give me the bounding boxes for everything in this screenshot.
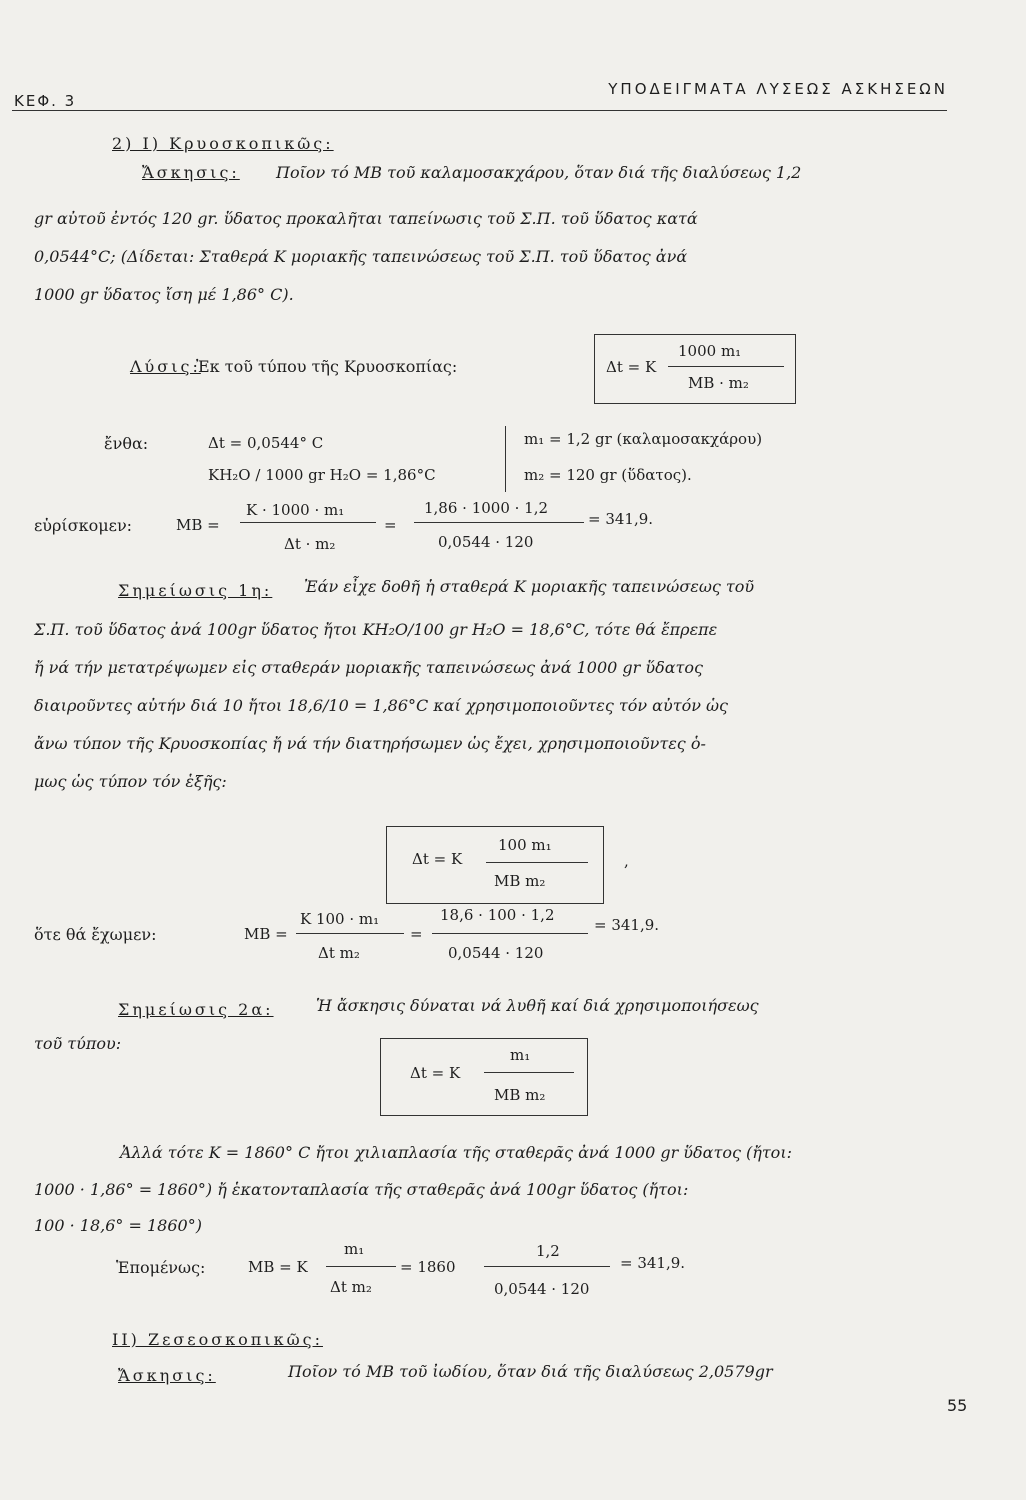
fraction-bar bbox=[414, 522, 584, 523]
running-title: ΥΠΟΔΕΙΓΜΑΤΑ ΛΥΣΕΩΣ ΑΣΚΗΣΕΩΝ bbox=[608, 80, 948, 98]
given-value: KH₂O / 1000 gr H₂O = 1,86°C bbox=[208, 466, 436, 484]
calc-denominator: 0,0544 · 120 bbox=[494, 1280, 590, 1298]
exercise-line: Ποῖον τό ΜΒ τοῦ ἰωδίου, ὅταν διά τῆς διαλύσεως 2,0579gr bbox=[288, 1362, 773, 1381]
fraction-bar bbox=[326, 1266, 396, 1267]
formula-lhs: Δt = K bbox=[606, 358, 657, 376]
fraction-bar bbox=[484, 1072, 574, 1073]
formula-tail: , bbox=[624, 852, 629, 870]
calc-lhs: MB = bbox=[244, 925, 288, 943]
exercise-label: Ἄσκησις: bbox=[142, 163, 240, 182]
calc-denominator: Δt m₂ bbox=[318, 944, 360, 962]
note-line: μως ὡς τύπον τόν ἑξῆς: bbox=[34, 772, 227, 791]
note-line: ἄνω τύπον τῆς Κρυοσκοπίας ἤ νά τήν διατηρήσωμεν ὡς ἔχει, χρησιμοποιοῦντες ὁ- bbox=[34, 734, 706, 753]
solution-label: Λύσις: bbox=[130, 357, 201, 376]
chapter-label: ΚΕΦ. 3 bbox=[14, 92, 77, 110]
formula-denominator: MB m₂ bbox=[494, 872, 546, 890]
formula-numerator: 100 m₁ bbox=[498, 836, 552, 854]
calc-denominator: Δt · m₂ bbox=[284, 535, 336, 553]
fraction-bar bbox=[240, 522, 376, 523]
given-value: m₁ = 1,2 gr (καλαμοσακχάρου) bbox=[524, 430, 763, 448]
calc-result: = 341,9. bbox=[594, 916, 660, 934]
given-value: Δt = 0,0544° C bbox=[208, 434, 324, 452]
hence-label: Ἑπομένως: bbox=[116, 1258, 206, 1277]
calc-denominator: 0,0544 · 120 bbox=[448, 944, 544, 962]
formula-numerator: m₁ bbox=[510, 1046, 531, 1064]
equals-sign: = bbox=[410, 925, 423, 943]
divider-line bbox=[505, 426, 506, 492]
formula-lhs: Δt = K bbox=[412, 850, 463, 868]
note-line: Σ.Π. τοῦ ὕδατος ἀνά 100gr ὕδατος ἤτοι KH₂O/100 gr H₂O = 18,6°C, τότε θά ἔπρεπε bbox=[34, 620, 718, 639]
fraction-bar bbox=[484, 1266, 610, 1267]
calc-numerator: 1,2 bbox=[536, 1242, 560, 1260]
calc-numerator: K 100 · m₁ bbox=[300, 910, 380, 928]
calc-denominator: 0,0544 · 120 bbox=[438, 533, 534, 551]
calc-lhs: MB = K bbox=[248, 1258, 308, 1276]
where-label: ἔνθα: bbox=[104, 434, 149, 453]
calc-numerator: m₁ bbox=[344, 1240, 365, 1258]
note-line: Ἐάν εἶχε δοθῆ ἡ σταθερά Κ μοριακῆς ταπεινώσεως τοῦ bbox=[304, 577, 755, 596]
then-label: ὅτε θά ἔχωμεν: bbox=[34, 925, 157, 944]
calc-result: = 341,9. bbox=[588, 510, 654, 528]
fraction-bar bbox=[296, 933, 404, 934]
given-value: m₂ = 120 gr (ὕδατος). bbox=[524, 466, 692, 484]
exercise-line: gr αὐτοῦ ἐντός 120 gr. ὕδατος προκαλῆται ταπείνωσις τοῦ Σ.Π. τοῦ ὕδατος κατά bbox=[34, 209, 698, 228]
header-rule bbox=[12, 110, 947, 111]
note-line: Ἀλλά τότε K = 1860° C ἤτοι χιλιαπλασία τῆς σταθερᾶς ἀνά 1000 gr ὕδατος (ἤτοι: bbox=[120, 1143, 792, 1162]
fraction-bar bbox=[432, 933, 588, 934]
calc-denominator: Δt m₂ bbox=[330, 1278, 372, 1296]
calc-numerator: 18,6 · 100 · 1,2 bbox=[440, 906, 555, 924]
exercise-line: 0,0544°C; (Δίδεται: Σταθερά Κ μοριακῆς ταπεινώσεως τοῦ Σ.Π. τοῦ ὕδατος ἀνά bbox=[34, 247, 688, 266]
fraction-bar bbox=[486, 862, 588, 863]
formula-numerator: 1000 m₁ bbox=[678, 342, 742, 360]
note-line: ἤ νά τήν μετατρέψωμεν εἰς σταθεράν μοριακῆς ταπεινώσεως ἀνά 1000 gr ὕδατος bbox=[34, 658, 703, 677]
equals-sign: = 1860 bbox=[400, 1258, 456, 1276]
note-line: 100 · 18,6° = 1860°) bbox=[34, 1216, 202, 1235]
exercise-line: 1000 gr ὕδατος ἴση μέ 1,86° C). bbox=[34, 285, 294, 304]
formula-denominator: MB · m₂ bbox=[688, 374, 749, 392]
note-line: τοῦ τύπου: bbox=[34, 1034, 122, 1053]
note-line: διαιροῦντες αὐτήν διά 10 ἤτοι 18,6/10 = 1,86°C καί χρησιμοποιοῦντες τόν αὐτόν ὡς bbox=[34, 696, 729, 715]
calc-numerator: 1,86 · 1000 · 1,2 bbox=[424, 499, 549, 517]
page-number: 55 bbox=[947, 1396, 968, 1415]
formula-denominator: MB m₂ bbox=[494, 1086, 546, 1104]
note-label: Σημείωσις 2α: bbox=[118, 1000, 274, 1019]
exercise-label: Ἄσκησις: bbox=[118, 1366, 216, 1385]
section-heading-cryoscopy: 2) I) Κρυοσκοπικῶς: bbox=[112, 134, 334, 153]
exercise-line: Ποῖον τό ΜΒ τοῦ καλαμοσακχάρου, ὅταν διά τῆς διαλύσεως 1,2 bbox=[276, 163, 802, 182]
calc-lhs: MB = bbox=[176, 516, 220, 534]
formula-lhs: Δt = K bbox=[410, 1064, 461, 1082]
find-label: εὑρίσκομεν: bbox=[34, 516, 133, 535]
fraction-bar bbox=[668, 366, 784, 367]
calc-numerator: K · 1000 · m₁ bbox=[246, 501, 345, 519]
note-line: 1000 · 1,86° = 1860°) ἤ ἑκατονταπλασία τῆς σταθερᾶς ἀνά 100gr ὕδατος (ἤτοι: bbox=[34, 1180, 689, 1199]
calc-result: = 341,9. bbox=[620, 1254, 686, 1272]
note-label: Σημείωσις 1η: bbox=[118, 581, 273, 600]
section-heading-ebullioscopy: II) Ζεσεοσκοπικῶς: bbox=[112, 1330, 323, 1349]
solution-intro: Ἐκ τοῦ τύπου τῆς Κρυοσκοπίας: bbox=[196, 357, 458, 376]
note-line: Ἡ ἄσκησις δύναται νά λυθῆ καί διά χρησιμοποιήσεως bbox=[316, 996, 759, 1015]
equals-sign: = bbox=[384, 516, 397, 534]
